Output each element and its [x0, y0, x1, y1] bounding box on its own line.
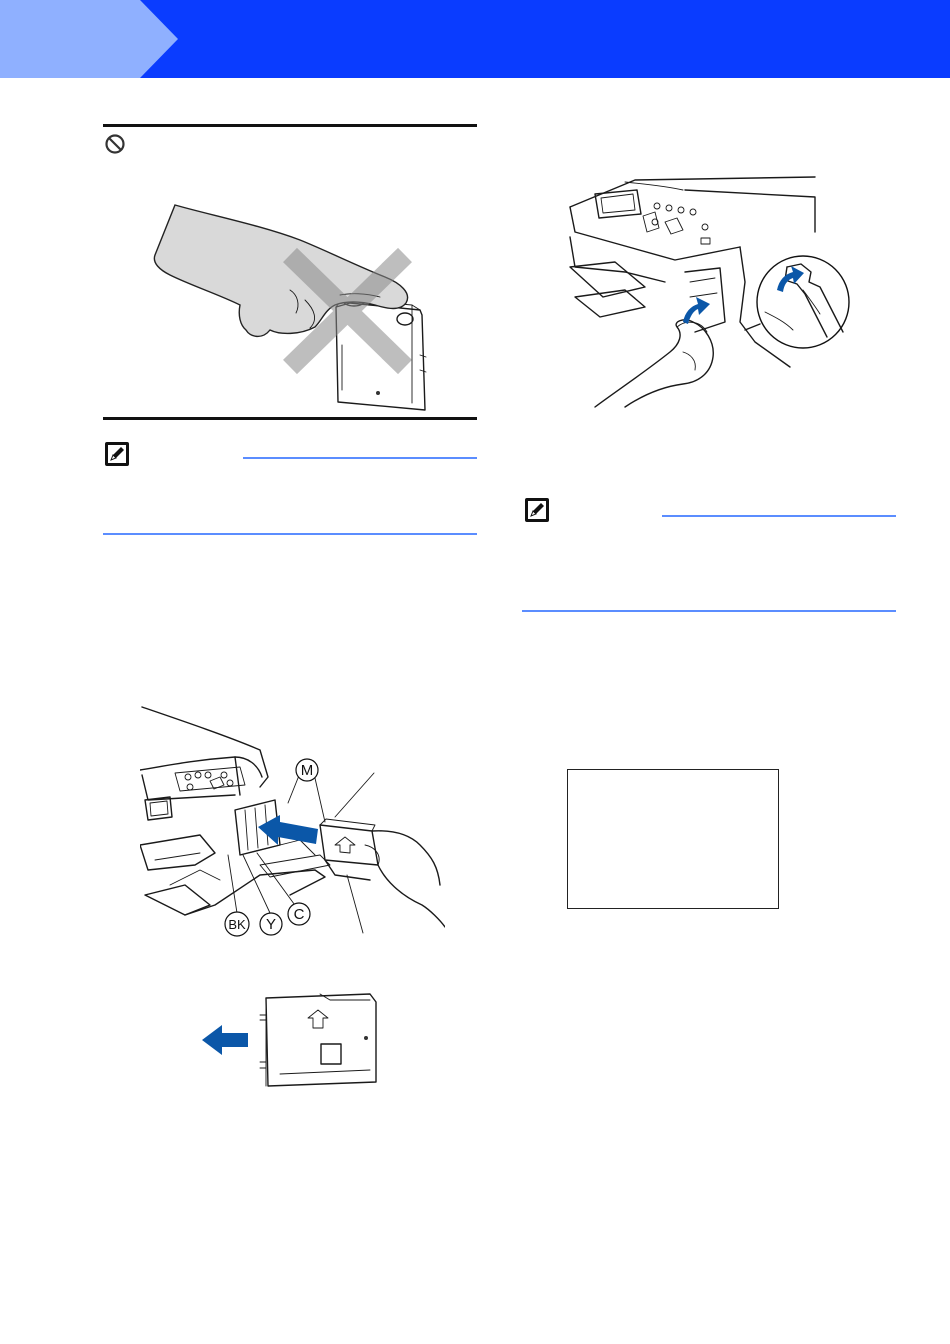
insert-arrow-shape: [258, 815, 318, 845]
printer-body-shape: [140, 707, 330, 915]
cartridge-direction-illustration: [200, 990, 380, 1090]
lcd-message-box: [567, 769, 779, 909]
install-cartridge-illustration: [140, 705, 445, 940]
note-header-rule-right: [662, 515, 896, 517]
caution-top-rule: [103, 124, 477, 127]
note-bottom-rule-right: [522, 610, 896, 612]
lift-arrow-shape: [683, 297, 710, 324]
callout-label-y: Y: [265, 916, 277, 933]
note-pencil-icon: [104, 441, 130, 467]
hand-shape: [154, 205, 407, 336]
note-header-rule: [243, 457, 477, 459]
direction-arrow-shape: [202, 1025, 248, 1055]
callout-yellow: [260, 913, 282, 935]
hand-shape: [595, 320, 713, 407]
note-bottom-rule: [103, 533, 477, 535]
callout-label-c: C: [293, 906, 305, 923]
detail-zoom-circle: [745, 256, 849, 348]
callout-cyan: [288, 903, 310, 925]
callout-label-bk: BK: [228, 917, 246, 932]
close-cover-illustration: [565, 172, 855, 412]
held-cartridge-shape: [320, 819, 445, 927]
callout-label-m: M: [300, 762, 314, 779]
prohibited-icon: [104, 133, 126, 155]
callout-magenta: [296, 759, 318, 781]
note-pencil-icon: [524, 497, 550, 523]
callout-black: [225, 912, 249, 936]
step-tab: [0, 0, 180, 78]
caution-bottom-rule: [103, 417, 477, 420]
do-not-touch-illustration: [150, 195, 440, 415]
